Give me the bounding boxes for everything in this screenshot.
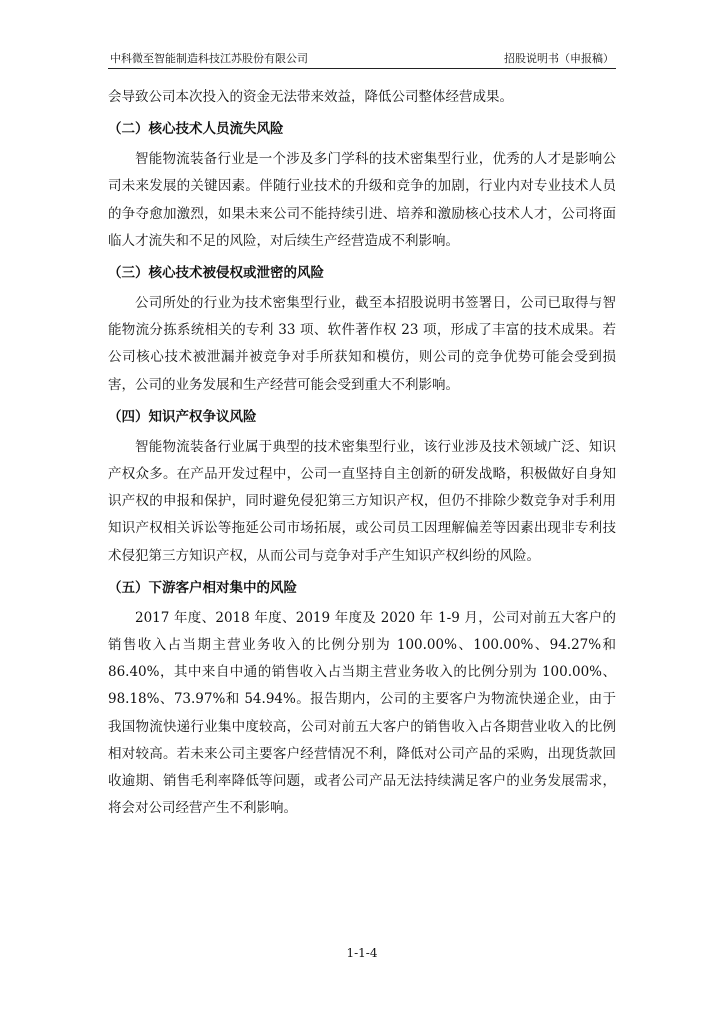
section-paragraph: 公司所处的行业为技术密集型行业，截至本招股说明书签署日，公司已取得与智能物流分拣系统相关的专利 33 项、软件著作权 23 项，形成了丰富的技术成果。若公司核心技术被泄漏并被竞争对手所获知和模仿，则公司的竞争优势可能会受到损害，公司的业务发展和生产经营可能会受到重大不利影响。 bbox=[108, 295, 616, 393]
header-company-name: 中科微至智能制造科技江苏股份有限公司 bbox=[110, 52, 308, 65]
section-ip-dispute-risk bbox=[108, 399, 616, 570]
section-heading: （三）核心技术被侵权或泄密的风险 bbox=[108, 265, 324, 282]
section-heading: （四）知识产权争议风险 bbox=[108, 408, 257, 425]
header-document-title: 招股说明书（申报稿） bbox=[504, 52, 614, 65]
section-customer-concentration-risk bbox=[108, 570, 616, 823]
section-tech-infringement-risk bbox=[108, 255, 616, 399]
page-number: 1-1-4 bbox=[346, 946, 378, 960]
section-paragraph: 智能物流装备行业属于典型的技术密集型行业，该行业涉及技术领域广泛、知识产权众多。在产品开发过程中，公司一直坚持自主创新的研发战略，积极做好自身知识产权的申报和保护，同时避免侵犯第三方知识产权，但仍不排除少数竞争对手利用知识产权相关诉讼等拖延公司市场拓展，或公司员工因理解偏差等因素出现非专利技术侵犯第三方知识产权，从而公司与竞争对手产生知识产权纠纷的风险。 bbox=[108, 438, 616, 564]
intro-paragraph: 会导致公司本次投入的资金无法带来效益，降低公司整体经营成果。 bbox=[108, 89, 513, 105]
section-paragraph: 智能物流装备行业是一个涉及多门学科的技术密集型行业，优秀的人才是影响公司未来发展的关键因素。伴随行业技术的升级和竞争的加剧，行业内对专业技术人员的争夺愈加激烈，如果未来公司不能持续引进、培养和激励核心技术人才，公司将面临人才流失和不足的风险，对后续生产经营造成不利影响。 bbox=[108, 151, 616, 249]
section-heading: （五）下游客户相对集中的风险 bbox=[108, 579, 297, 596]
section-core-personnel-risk bbox=[108, 111, 616, 255]
document-body bbox=[108, 84, 616, 822]
page-header bbox=[108, 50, 616, 69]
section-heading: （二）核心技术人员流失风险 bbox=[108, 121, 284, 138]
section-paragraph: 2017 年度、2018 年度、2019 年度及 2020 年 1-9 月，公司对前五大客户的销售收入占当期主营业务收入的比例分别为 100.00%、100.00%、94.27%和 86.40%，其中来自中通的销售收入占当期主营业务收入的比例分别为 100.00%、98.18%、73.97%和 54.94%。报告期内，公司的主要客户为物流快递企业，由于我国物流快递行业集中度较高，公司对前五大客户的销售收入占各期营业收入的比例相对较高。若未来公司主要客户经营情况不利，降低对公司产品的采购，出现货款回收逾期、销售毛利率降低等问题，或者公司产品无法持续满足客户的业务发展需求，将会对公司经营产生不利影响。 bbox=[108, 609, 616, 817]
